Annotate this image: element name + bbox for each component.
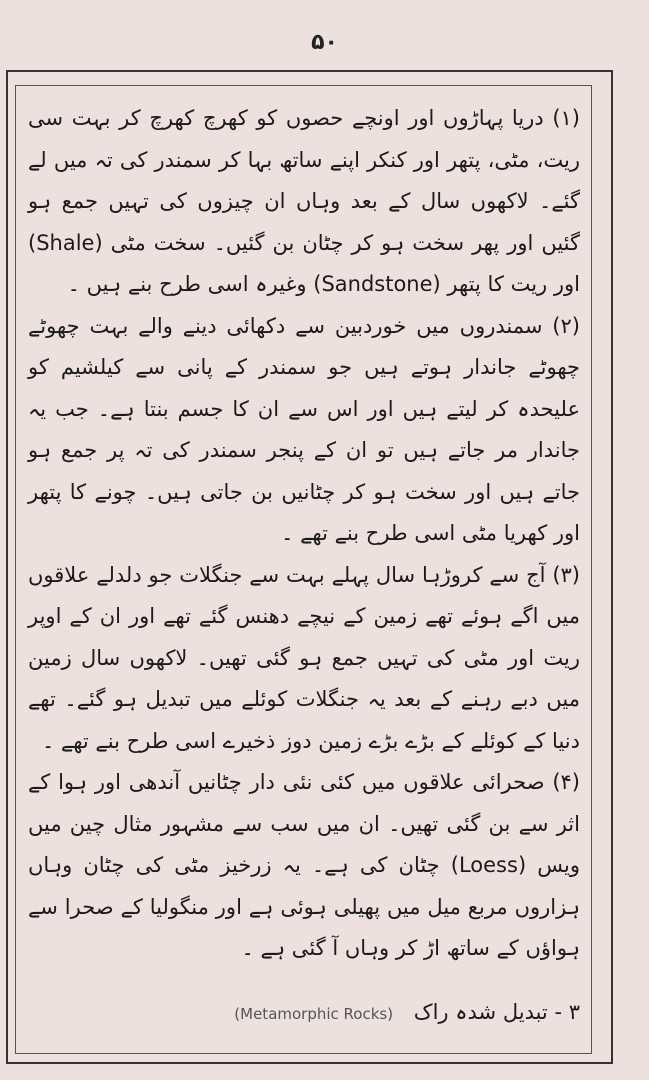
section-heading-urdu: ۳ - تبدیل شدہ راک: [413, 1000, 580, 1024]
section-heading-english: (Metamorphic Rocks): [234, 1005, 394, 1023]
paragraph-3: (۳) آج سے کروڑہا سال پہلے بہت سے جنگلات جو دلدلے علاقوں میں اگے ہوئے تھے زمین کے نیچے دھنس گئے تھے اور ان کے اوپر ریت اور مٹی کی تہیں جمع ہو گئی تھیں۔ لاکھوں سال زمین میں دبے رہنے کے بعد یہ جنگلات کوئلے میں تبدیل ہو گئے۔ تھے دنیا کے کوئلے کے بڑے بڑے زمین دوز ذخیرے اسی طرح بنے تھے ۔: [28, 562, 580, 753]
paragraph-2: (۲) سمندروں میں خوردبین سے دکھائی دینے والے بہت چھوٹے چھوٹے جاندار ہوتے ہیں جو سمندر کے پانی سے کیلشیم کو علیحدہ کر لیتے ہیں اور اس سے ان کا جسم بنتا ہے۔ جب یہ جاندار مر جاتے ہیں تو ان کے پنجر سمندر کی تہ پر جمع ہو جاتے ہیں اور سخت ہو کر چٹانیں بن جاتی ہیں۔ چونے کا پتھر اور کھریا مٹی اسی طرح بنے تھے ۔: [28, 313, 580, 545]
body-text: [28, 98, 580, 1048]
paragraph-4: (۴) صحرائی علاقوں میں کئی نئی دار چٹانیں آندھی اور ہوا کے اثر سے بن گئی تھیں۔ ان میں سب سے مشہور مثال چین میں ویس (Loess) چٹان کی ہے۔ یہ زرخیز مٹی کی چٹان وہاں ہزاروں مربع میل میں پھیلی ہوئی ہے اور منگولیا کے صحرا سے ہواؤں کے ساتھ اڑ کر وہاں آ گئی ہے ۔: [28, 770, 580, 960]
page-number: ۵۰: [311, 30, 338, 55]
section-heading: [30, 992, 580, 1034]
paragraph-1: (۱) دریا پہاڑوں اور اونچے حصوں کو کھرچ کھرچ کر بہت سی ریت، مٹی، پتھر اور کنکر اپنے ساتھ بہا کر سمندر کی تہ میں لے گئے۔ لاکھوں سال کے بعد وہاں ان چیزوں کی تہیں جمع ہو گئیں اور پھر سخت ہو کر چٹان بن گئیں۔ سخت مٹی (Shale) اور ریت کا پتھر (Sandstone) وغیرہ اسی طرح بنے ہیں ۔: [28, 106, 580, 296]
